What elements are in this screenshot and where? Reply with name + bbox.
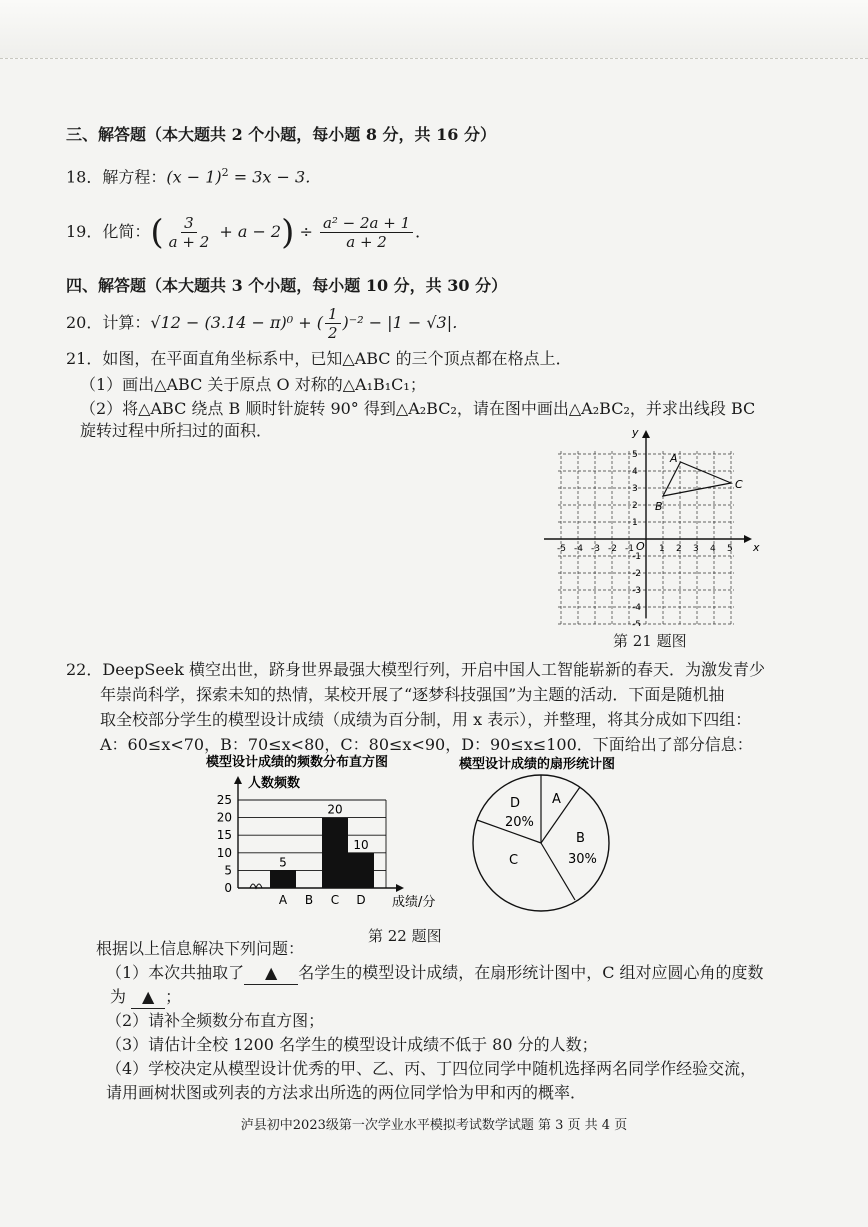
histogram-y-tick: 0	[224, 881, 232, 895]
histogram-bar-d	[348, 853, 374, 888]
y-tick-label: 1	[632, 518, 638, 528]
origin-label: O	[636, 540, 645, 553]
y-tick-label: -2	[632, 569, 641, 579]
question-20	[66, 304, 468, 342]
q20-number: 20．计算：	[66, 313, 151, 332]
answer-blank-2[interactable]: ▲	[131, 986, 165, 1009]
histogram-bar-label-d: 10	[353, 837, 369, 852]
x-tick-label: -5	[557, 544, 566, 554]
histogram-title: 模型设计成绩的频数分布直方图	[206, 755, 389, 770]
sub-1-text-c: 为	[110, 987, 127, 1006]
answer-blank-1[interactable]: ▲	[244, 962, 298, 985]
histogram-category-c: C	[330, 893, 340, 907]
q19-frac2-den: a + 2	[346, 233, 387, 251]
x-tick-label: -2	[608, 544, 617, 554]
q18-number: 18．解方程：	[66, 167, 167, 187]
q19-number: 19．化简：	[66, 222, 151, 241]
figure-22-caption: 第 22 题图	[368, 927, 442, 945]
tick-labels	[557, 450, 733, 626]
sub-question-lead: 根据以上信息解决下列问题：	[96, 939, 305, 958]
y-axis-arrow	[642, 430, 650, 438]
histogram-y-tick: 25	[216, 793, 232, 807]
page-footer: 泸县初中2023级第一次学业水平模拟考试数学试题 第 3 页 共 4 页	[240, 1118, 628, 1133]
question-22-line-1: 22．DeepSeek 横空出世，跻身世界最强大模型行列，开启中国人工智能崭新的春天．为激发青少	[66, 660, 766, 679]
histogram-y-tick: 10	[216, 845, 232, 860]
q20-expr-2: )⁻² − |1 − √3|．	[342, 313, 469, 332]
y-axis-label: y	[632, 428, 639, 439]
q19-frac2-num: a² − 2a + 1	[320, 214, 413, 233]
histogram-categories	[279, 893, 366, 907]
q18-rhs: = 3x − 3．	[228, 167, 322, 187]
x-axis-arrow	[744, 535, 752, 543]
pie-label-a: A	[552, 792, 561, 807]
figure-21-caption: 第 21 题图	[613, 632, 687, 650]
sub-question-1	[106, 962, 764, 985]
q20-frac-den: 2	[327, 324, 338, 342]
x-tick-label: 5	[727, 544, 733, 554]
histogram-chart	[200, 752, 450, 912]
question-19: 19．化简：( $\frac{3}{a + 2}$ + a − 2) ÷ $\frac{\text{a² − 2a + 1}}{a + 2}$ ．	[66, 212, 432, 253]
pie-percent-b: 30%	[568, 852, 597, 867]
histogram-y-tick: 20	[216, 810, 232, 825]
y-tick-label: -5	[632, 620, 641, 626]
sub-1-text-b: 名学生的模型设计成绩，在扇形统计图中，C 组对应圆心角的度数	[298, 963, 764, 982]
sub-question-2: （2）请补全频数分布直方图；	[106, 1011, 325, 1030]
histogram-y-label: 人数频数	[248, 776, 301, 791]
question-21-part-2a: （2）将△ABC 绕点 B 顺时针旋转 90° 得到△A₂BC₂，请在图中画出△A₂BC₂，并求出线段 BC	[80, 399, 756, 418]
histogram-y-tick: 5	[224, 863, 232, 878]
x-tick-label: -3	[591, 544, 600, 554]
histogram-category-d: D	[356, 893, 366, 907]
point-a-label: A	[670, 452, 678, 465]
y-tick-label: -1	[632, 552, 641, 562]
q20-frac-num: 1	[325, 305, 341, 324]
x-tick-label: 3	[693, 544, 699, 554]
question-22-line-3: 取全校部分学生的模型设计成绩（成绩为百分制，用 x 表示），并整理，将其分成如下四组：	[100, 710, 752, 729]
y-tick-label: 2	[632, 501, 638, 511]
q19-frac1-num: 3	[181, 214, 197, 233]
point-c-label: C	[735, 478, 743, 491]
question-18	[66, 162, 321, 188]
pie-label-d: D	[510, 796, 521, 811]
figure-21-coordinate-grid	[540, 428, 762, 626]
pie-chart	[455, 752, 645, 914]
histogram-category-a: A	[278, 893, 288, 907]
y-tick-label: -3	[632, 586, 641, 596]
q19-middle: + a − 2	[214, 222, 282, 241]
sub-question-4a: （4）学校决定从模型设计优秀的甲、乙、丙、丁四位同学中随机选择两名同学作经验交流，	[106, 1059, 757, 1078]
y-tick-label: 5	[632, 450, 638, 460]
q19-divide: ÷	[294, 222, 318, 241]
pie-percent-d: 20%	[505, 815, 534, 830]
q19-frac1-den: a + 2	[168, 233, 210, 251]
histogram-x-label: 成绩/分	[392, 895, 436, 910]
sub-1-text-a: （1）本次共抽取了	[106, 963, 245, 982]
sub-question-4b: 请用画树状图或列表的方法求出所选的两位同学恰为甲和丙的概率．	[106, 1083, 587, 1102]
scan-top-edge	[0, 0, 868, 59]
pie-label-c: C	[509, 853, 519, 868]
histogram-bar-label-a: 5	[279, 855, 287, 870]
sub-question-1-cont	[110, 986, 181, 1009]
x-tick-label: -4	[574, 544, 583, 554]
y-tick-label: -4	[632, 603, 641, 613]
histogram-x-arrow	[396, 884, 404, 892]
question-21-stem: 21．如图，在平面直角坐标系中，已知△ABC 的三个顶点都在格点上．	[66, 349, 572, 368]
section-3-heading: 三、解答题（本大题共 2 个小题，每小题 8 分，共 16 分）	[66, 125, 496, 144]
question-22-line-4: A：60≤x<70，B：70≤x<80，C：80≤x<90，D：90≤x≤100．下面给出了部分信息：	[100, 735, 753, 754]
histogram-category-b: B	[304, 893, 314, 907]
y-tick-label: 3	[632, 484, 638, 494]
sub-1-text-d: ；	[165, 987, 182, 1006]
x-tick-label: -1	[625, 544, 634, 554]
histogram-y-arrow	[234, 776, 242, 784]
question-22-line-2: 年崇尚科学，探索未知的热情，某校开展了“逐梦科技强国”为主题的活动．下面是随机抽	[100, 685, 725, 704]
pie-title: 模型设计成绩的扇形统计图	[459, 757, 616, 772]
histogram-bar-c	[322, 818, 348, 888]
point-b-label: B	[655, 500, 663, 513]
x-tick-label: 1	[659, 544, 665, 554]
q18-lhs: (x − 1)	[166, 167, 222, 187]
histogram-y-ticks	[217, 793, 232, 895]
pie-label-b: B	[576, 831, 585, 846]
sub-question-3: （3）请估计全校 1200 名学生的模型设计成绩不低于 80 分的人数；	[106, 1035, 598, 1054]
histogram-bar-a	[270, 870, 296, 888]
question-21-part-1: （1）画出△ABC 关于原点 O 对称的△A₁B₁C₁；	[80, 375, 426, 394]
x-tick-label: 4	[710, 544, 716, 554]
histogram-bar-label-c: 20	[327, 802, 343, 817]
y-tick-label: 4	[632, 467, 638, 477]
section-4-heading: 四、解答题（本大题共 3 个小题，每小题 10 分，共 30 分）	[66, 276, 508, 295]
q19-end: ．	[415, 222, 432, 241]
x-tick-label: 2	[676, 544, 682, 554]
histogram-y-tick: 15	[216, 828, 232, 843]
x-axis-label: x	[753, 541, 760, 554]
q18-exponent: 2	[221, 166, 229, 179]
question-21-part-2b: 旋转过程中所扫过的面积．	[80, 421, 273, 440]
q20-expr-1: √12 − (3.14 − π)⁰ + (	[150, 313, 323, 332]
